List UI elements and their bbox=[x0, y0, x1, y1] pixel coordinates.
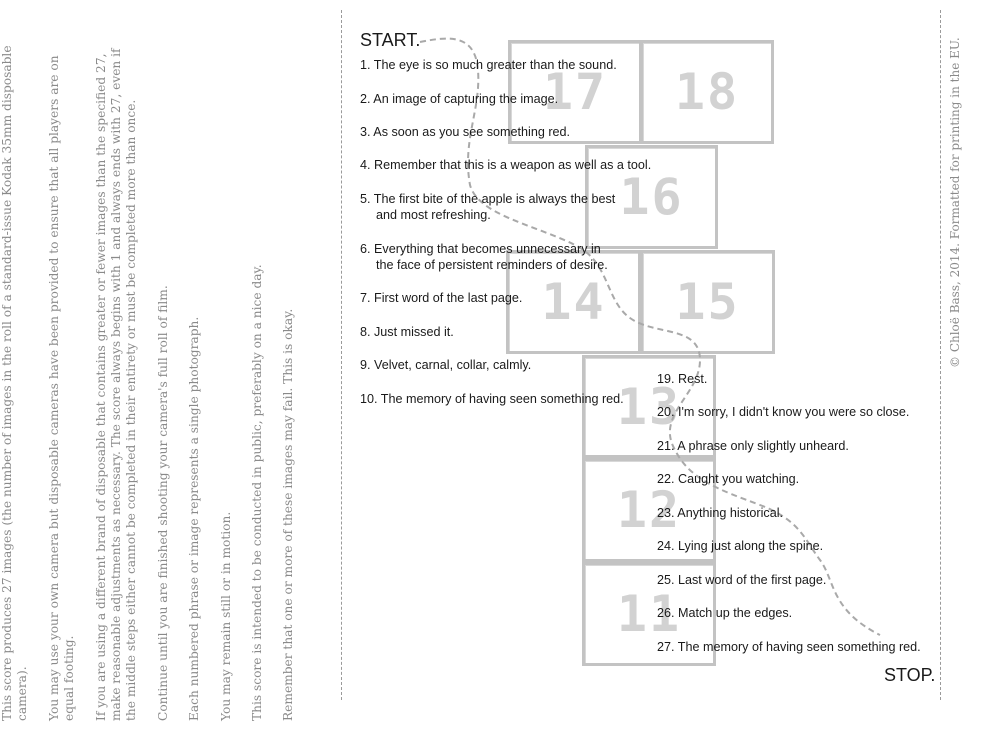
instruction-6: You may remain still or in motion. bbox=[218, 511, 233, 721]
step-9: 9. Velvet, carnal, collar, calmly. bbox=[360, 358, 532, 372]
hopscotch-box-17: 17 bbox=[508, 40, 642, 144]
step-10: 10. The memory of having seen something red. bbox=[360, 392, 624, 406]
hopscotch-box-15: 15 bbox=[640, 250, 775, 354]
step-19: 19. Rest. bbox=[657, 372, 708, 386]
instruction-2: You may use your own camera but disposable cameras have been provided to ensure that all players are on equal footing. bbox=[46, 55, 77, 721]
start-label: START. bbox=[360, 30, 421, 50]
step-27: 27. The memory of having seen something red. bbox=[657, 640, 921, 654]
credit-text: © Chloë Bass, 2014. Formatted for printing in the EU. bbox=[948, 37, 962, 368]
step-7: 7. First word of the last page. bbox=[360, 291, 523, 305]
step-8: 8. Just missed it. bbox=[360, 325, 454, 339]
instruction-4: Continue until you are finished shooting your camera's full roll of film. bbox=[155, 285, 170, 721]
step-2: 2. An image of capturing the image. bbox=[360, 92, 559, 106]
step-26: 26. Match up the edges. bbox=[657, 606, 793, 620]
step-1: 1. The eye is so much greater than the sound. bbox=[360, 58, 617, 72]
hopscotch-box-13: 13 bbox=[582, 355, 716, 458]
step-25: 25. Last word of the first page. bbox=[657, 573, 827, 587]
hopscotch-box-18: 18 bbox=[640, 40, 774, 144]
step-4: 4. Remember that this is a weapon as well as a tool. bbox=[360, 158, 652, 172]
step-24: 24. Lying just along the spine. bbox=[657, 539, 824, 553]
hopscotch-box-11: 11 bbox=[582, 562, 716, 666]
instruction-5: Each numbered phrase or image represents a single photograph. bbox=[187, 316, 202, 721]
step-21: 21. A phrase only slightly unheard. bbox=[657, 439, 849, 453]
instruction-1: This score produces 27 images (the number of images in the roll of a standard-issue Kodak 35mm disposable camera). bbox=[0, 45, 30, 721]
hopscotch-box-12: 12 bbox=[582, 458, 716, 562]
step-22: 22. Caught you watching. bbox=[657, 472, 800, 486]
step-6: 6. Everything that becomes unnecessary in bbox=[360, 242, 601, 256]
step-23: 23. Anything historical. bbox=[657, 506, 784, 520]
hopscotch-box-16: 16 bbox=[585, 145, 718, 249]
step-5: 5. The first bite of the apple is always the best bbox=[360, 192, 616, 206]
step-3: 3. As soon as you see something red. bbox=[360, 125, 571, 139]
instruction-3: If you are using a different brand of disposable that contains greater or fewer images than the specified 27, make reasonable adjustments as necessary. The score always begins with 1 and always ends with 27, even if the middle steps either cannot be completed in their entirety or must be completed more than once. bbox=[93, 48, 139, 721]
step-6-cont: the face of persistent reminders of desire. bbox=[376, 258, 608, 272]
stop-label: STOP. bbox=[884, 665, 936, 685]
instruction-7: This score is intended to be conducted in public, preferably on a nice day. bbox=[250, 264, 265, 721]
instruction-8: Remember that one or more of these images may fail. This is okay. bbox=[281, 308, 296, 721]
step-20: 20. I'm sorry, I didn't know you were so close. bbox=[657, 405, 910, 419]
step-5-cont: and most refreshing. bbox=[376, 208, 491, 222]
hopscotch-box-14: 14 bbox=[506, 250, 641, 354]
